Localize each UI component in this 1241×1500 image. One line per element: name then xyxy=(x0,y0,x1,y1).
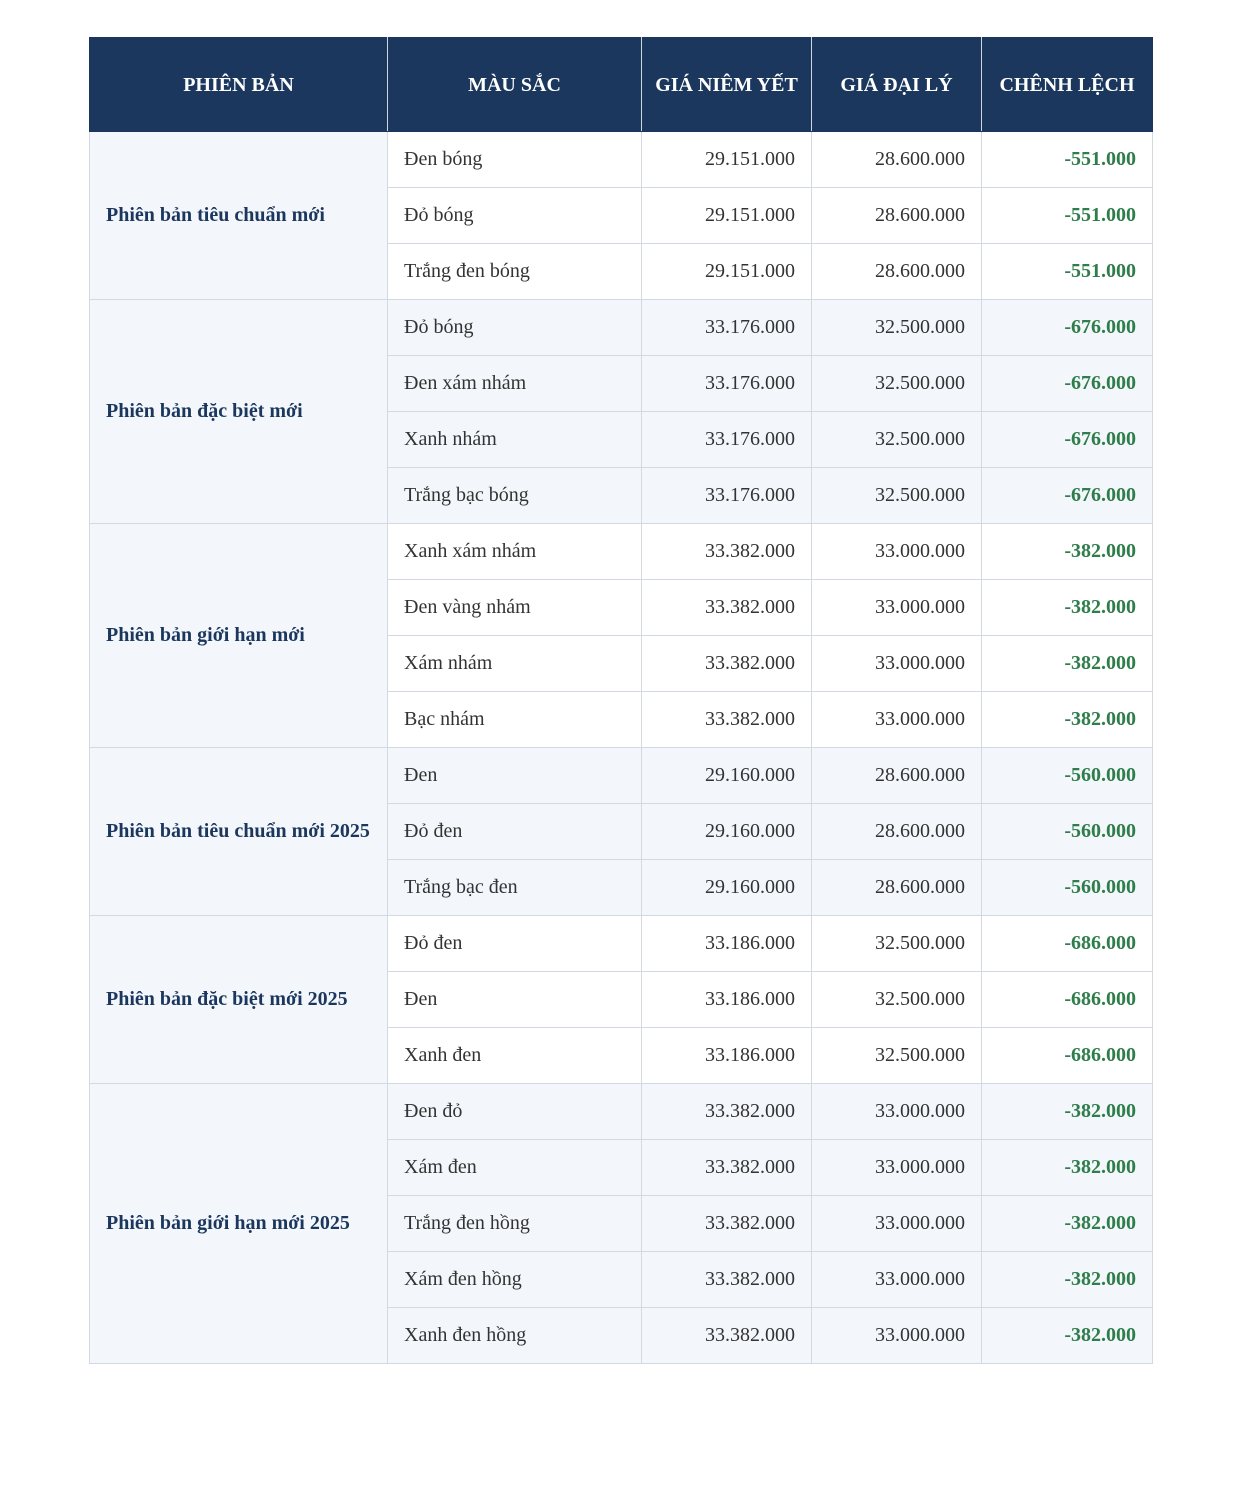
color-cell: Đỏ đen xyxy=(388,804,642,860)
color-cell: Xanh đen xyxy=(388,1028,642,1084)
difference-cell: -676.000 xyxy=(982,412,1153,468)
color-cell: Xanh xám nhám xyxy=(388,524,642,580)
list-price-cell: 33.186.000 xyxy=(642,972,812,1028)
color-cell: Trắng đen hồng xyxy=(388,1196,642,1252)
list-price-cell: 33.382.000 xyxy=(642,1084,812,1140)
dealer-price-cell: 33.000.000 xyxy=(812,1140,982,1196)
list-price-cell: 33.176.000 xyxy=(642,300,812,356)
difference-cell: -676.000 xyxy=(982,356,1153,412)
header-row xyxy=(90,38,1153,132)
color-cell: Trắng bạc bóng xyxy=(388,468,642,524)
color-cell: Xanh nhám xyxy=(388,412,642,468)
dealer-price-cell: 33.000.000 xyxy=(812,1252,982,1308)
list-price-cell: 33.176.000 xyxy=(642,468,812,524)
list-price-cell: 29.160.000 xyxy=(642,860,812,916)
dealer-price-cell: 33.000.000 xyxy=(812,636,982,692)
difference-cell: -551.000 xyxy=(982,244,1153,300)
dealer-price-cell: 33.000.000 xyxy=(812,1196,982,1252)
difference-cell: -382.000 xyxy=(982,1196,1153,1252)
list-price-cell: 33.186.000 xyxy=(642,916,812,972)
difference-cell: -686.000 xyxy=(982,1028,1153,1084)
color-cell: Trắng bạc đen xyxy=(388,860,642,916)
list-price-cell: 33.382.000 xyxy=(642,580,812,636)
list-price-cell: 33.382.000 xyxy=(642,1308,812,1364)
dealer-price-cell: 28.600.000 xyxy=(812,860,982,916)
dealer-price-cell: 33.000.000 xyxy=(812,524,982,580)
list-price-cell: 33.382.000 xyxy=(642,1140,812,1196)
table-row xyxy=(90,748,1153,804)
table-row xyxy=(90,916,1153,972)
difference-cell: -560.000 xyxy=(982,748,1153,804)
header-dealer-price: GIÁ ĐẠI LÝ xyxy=(812,38,982,132)
dealer-price-cell: 33.000.000 xyxy=(812,1308,982,1364)
list-price-cell: 33.186.000 xyxy=(642,1028,812,1084)
color-cell: Xanh đen hồng xyxy=(388,1308,642,1364)
list-price-cell: 29.151.000 xyxy=(642,244,812,300)
color-cell: Đen bóng xyxy=(388,132,642,188)
list-price-cell: 33.382.000 xyxy=(642,692,812,748)
color-cell: Xám nhám xyxy=(388,636,642,692)
version-cell: Phiên bản đặc biệt mới 2025 xyxy=(90,916,388,1084)
dealer-price-cell: 33.000.000 xyxy=(812,1084,982,1140)
dealer-price-cell: 32.500.000 xyxy=(812,300,982,356)
header-color: MÀU SẮC xyxy=(388,38,642,132)
version-cell: Phiên bản giới hạn mới 2025 xyxy=(90,1084,388,1364)
list-price-cell: 33.382.000 xyxy=(642,524,812,580)
difference-cell: -560.000 xyxy=(982,804,1153,860)
version-cell: Phiên bản tiêu chuẩn mới xyxy=(90,132,388,300)
table-row xyxy=(90,300,1153,356)
table-row xyxy=(90,524,1153,580)
dealer-price-cell: 28.600.000 xyxy=(812,748,982,804)
dealer-price-cell: 32.500.000 xyxy=(812,468,982,524)
difference-cell: -382.000 xyxy=(982,636,1153,692)
dealer-price-cell: 32.500.000 xyxy=(812,972,982,1028)
price-table xyxy=(89,37,1153,1364)
dealer-price-cell: 32.500.000 xyxy=(812,1028,982,1084)
dealer-price-cell: 32.500.000 xyxy=(812,356,982,412)
color-cell: Đen xám nhám xyxy=(388,356,642,412)
difference-cell: -560.000 xyxy=(982,860,1153,916)
difference-cell: -382.000 xyxy=(982,580,1153,636)
difference-cell: -551.000 xyxy=(982,188,1153,244)
difference-cell: -382.000 xyxy=(982,1140,1153,1196)
color-cell: Đen xyxy=(388,748,642,804)
header-list-price: GIÁ NIÊM YẾT xyxy=(642,38,812,132)
color-cell: Xám đen hồng xyxy=(388,1252,642,1308)
color-cell: Đỏ đen xyxy=(388,916,642,972)
dealer-price-cell: 28.600.000 xyxy=(812,244,982,300)
list-price-cell: 29.151.000 xyxy=(642,132,812,188)
price-table-container xyxy=(89,37,1152,1364)
dealer-price-cell: 33.000.000 xyxy=(812,580,982,636)
color-cell: Đỏ bóng xyxy=(388,188,642,244)
list-price-cell: 29.160.000 xyxy=(642,804,812,860)
list-price-cell: 33.382.000 xyxy=(642,1196,812,1252)
dealer-price-cell: 28.600.000 xyxy=(812,188,982,244)
color-cell: Đen đỏ xyxy=(388,1084,642,1140)
header-difference: CHÊNH LỆCH xyxy=(982,38,1153,132)
color-cell: Đen xyxy=(388,972,642,1028)
color-cell: Đỏ bóng xyxy=(388,300,642,356)
dealer-price-cell: 32.500.000 xyxy=(812,916,982,972)
difference-cell: -382.000 xyxy=(982,1308,1153,1364)
dealer-price-cell: 32.500.000 xyxy=(812,412,982,468)
version-cell: Phiên bản tiêu chuẩn mới 2025 xyxy=(90,748,388,916)
table-row xyxy=(90,1084,1153,1140)
table-row xyxy=(90,132,1153,188)
color-cell: Trắng đen bóng xyxy=(388,244,642,300)
dealer-price-cell: 28.600.000 xyxy=(812,132,982,188)
version-cell: Phiên bản đặc biệt mới xyxy=(90,300,388,524)
list-price-cell: 33.382.000 xyxy=(642,1252,812,1308)
difference-cell: -382.000 xyxy=(982,1084,1153,1140)
version-cell: Phiên bản giới hạn mới xyxy=(90,524,388,748)
difference-cell: -382.000 xyxy=(982,1252,1153,1308)
difference-cell: -676.000 xyxy=(982,300,1153,356)
list-price-cell: 33.382.000 xyxy=(642,636,812,692)
table-body xyxy=(90,132,1153,1364)
table-header xyxy=(90,38,1153,132)
list-price-cell: 33.176.000 xyxy=(642,356,812,412)
difference-cell: -382.000 xyxy=(982,692,1153,748)
difference-cell: -382.000 xyxy=(982,524,1153,580)
difference-cell: -551.000 xyxy=(982,132,1153,188)
color-cell: Đen vàng nhám xyxy=(388,580,642,636)
list-price-cell: 29.160.000 xyxy=(642,748,812,804)
list-price-cell: 33.176.000 xyxy=(642,412,812,468)
header-version: PHIÊN BẢN xyxy=(90,38,388,132)
dealer-price-cell: 33.000.000 xyxy=(812,692,982,748)
color-cell: Xám đen xyxy=(388,1140,642,1196)
difference-cell: -686.000 xyxy=(982,916,1153,972)
dealer-price-cell: 28.600.000 xyxy=(812,804,982,860)
difference-cell: -676.000 xyxy=(982,468,1153,524)
color-cell: Bạc nhám xyxy=(388,692,642,748)
difference-cell: -686.000 xyxy=(982,972,1153,1028)
list-price-cell: 29.151.000 xyxy=(642,188,812,244)
